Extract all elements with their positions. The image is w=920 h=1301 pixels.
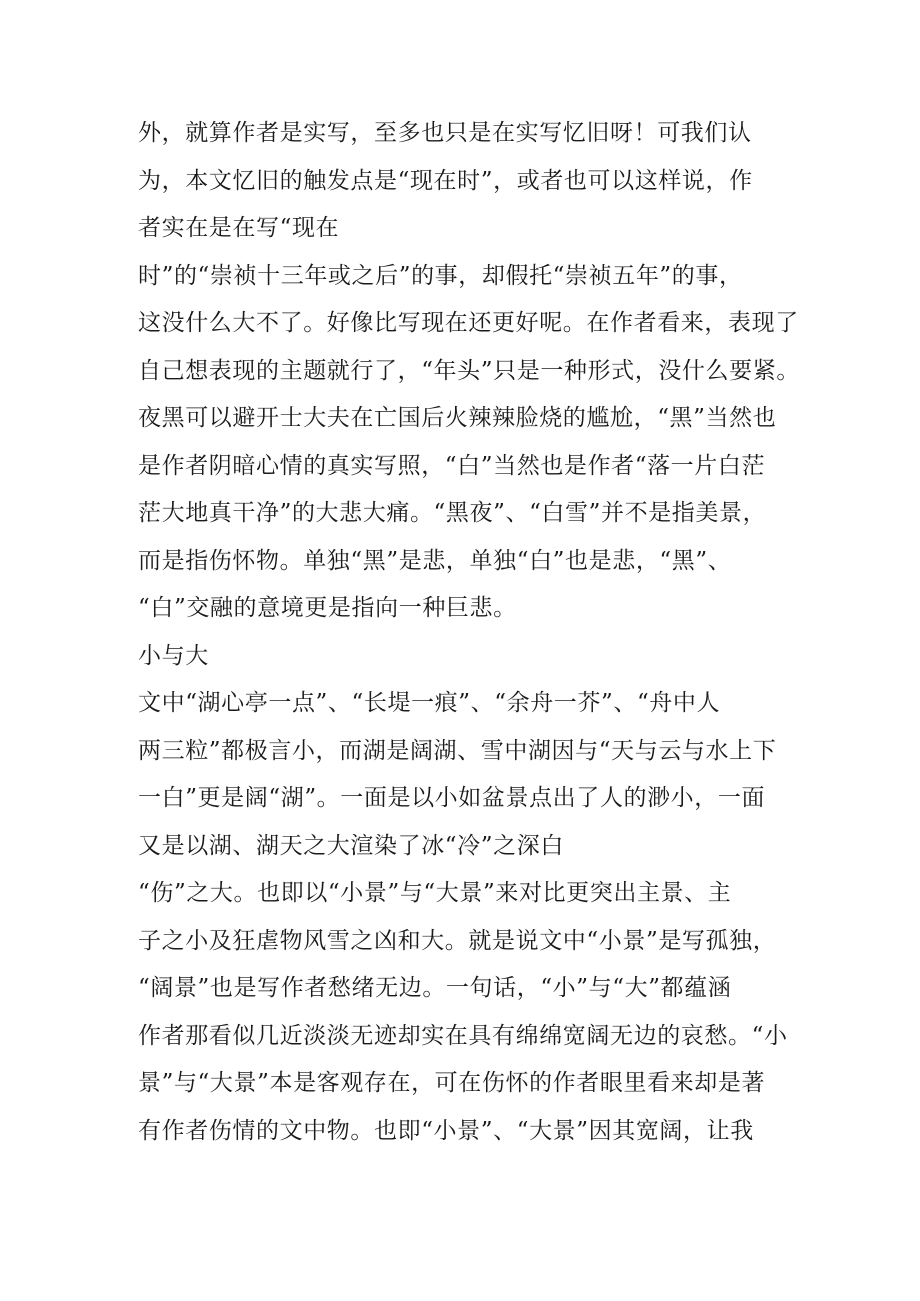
text-line: 自己想表现的主题就行了，“年头”只是一种形式，没什么要紧。 [138,357,800,384]
text-line: 这没什么大不了。好像比写现在还更好呢。在作者看来，表现了 [138,310,799,336]
text-line: 作者那看似几近淡淡无迹却实在具有绵绵宽阔无边的哀愁。“小 [138,1022,788,1049]
text-line: 夜黑可以避开士大夫在亡国后火辣辣脸烧的尴尬，“黑”当然也 [138,405,777,431]
text-line: 景”与“大景”本是客观存在，可在伤怀的作者眼里看来却是著 [138,1070,766,1096]
text-line: 者实在是在写“现在 [138,215,340,241]
document-body [138,110,800,1155]
text-line: 而是指伤怀物。单独“黑”是悲，单独“白”也是悲，“黑”、 [138,547,732,574]
text-line: 子之小及狂虐物风雪之凶和大。就是说文中“小景”是写孤独， [138,927,777,954]
text-line: “伤”之大。也即以“小景”与“大景”来对比更突出主景、主 [138,880,732,906]
text-line: “白”交融的意境更是指向一种巨悲。 [138,595,517,621]
text-line: 又是以湖、湖天之大渲染了冰“冷”之深白 [138,832,564,859]
text-line: 一白”更是阔“湖”。一面是以小如盆景点出了人的渺小，一面 [138,785,766,811]
text-line: 两三粒”都极言小，而湖是阔湖、雪中湖因与“天与云与水上下 [138,737,777,764]
text-line: 外，就算作者是实写，至多也只是在实写忆旧呀！可我们认 [138,120,752,146]
section-heading: 小与大 [138,642,209,669]
text-line: 文中“湖心亭一点”、“长堤一痕”、“余舟一芥”、“舟中人 [138,690,721,716]
text-line: 为，本文忆旧的触发点是“现在时”，或者也可以这样说，作 [138,167,753,194]
text-line: 茫大地真干净”的大悲大痛。“黑夜”、“白雪”并不是指美景， [138,500,767,526]
text-line: 有作者伤情的文中物。也即“小景”、“大景”因其宽阔，让我 [138,1117,754,1144]
text-line: 是作者阴暗心情的真实写照，“白”当然也是作者“落一片白茫 [138,452,766,479]
text-line: “阔景”也是写作者愁绪无边。一句话，“小”与“大”都蕴涵 [138,975,732,1001]
text-line: 时”的“崇祯十三年或之后”的事，却假托“崇祯五年”的事， [138,262,743,289]
